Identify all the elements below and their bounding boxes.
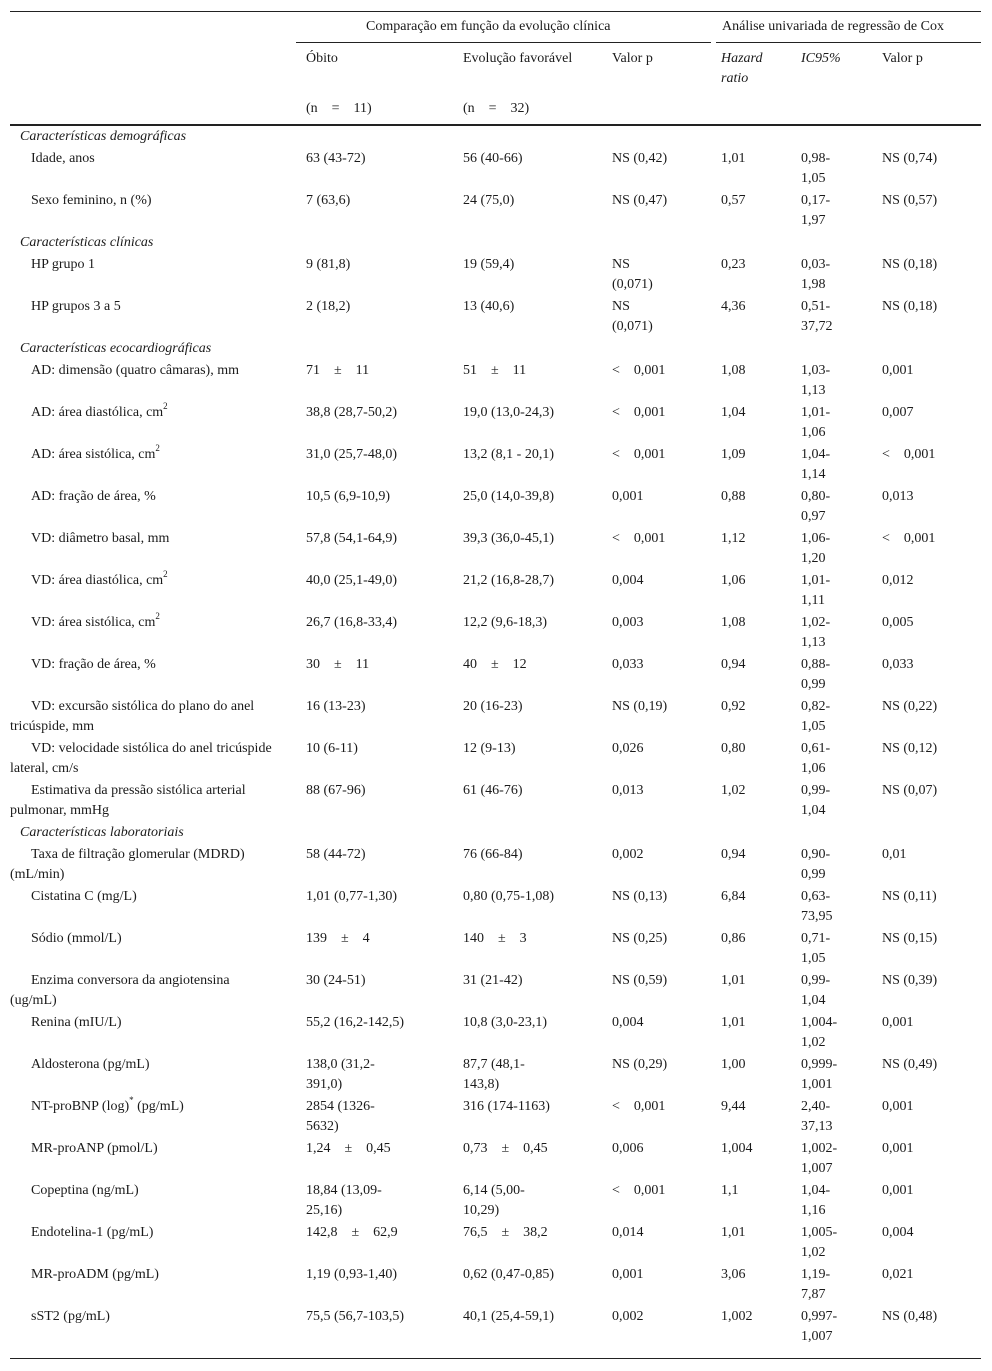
cell-p-cox: < 0,001 <box>882 531 936 546</box>
cell-ic95: 0,71- 1,05 <box>801 931 831 966</box>
cell-favoravel: 51 ± 11 <box>463 363 527 378</box>
cell-obito: 2854 (1326- 5632) <box>306 1099 375 1134</box>
section-title: Características demográficas <box>20 129 187 144</box>
cell-favoravel: 76 (66-84) <box>463 847 523 862</box>
cell-obito: 1,19 (0,93-1,40) <box>306 1267 397 1282</box>
cell-obito: 9 (81,8) <box>306 257 351 272</box>
cell-hazard-ratio: 0,92 <box>721 699 746 714</box>
superscript: * <box>129 1095 134 1106</box>
cell-p-cox: 0,01 <box>882 847 907 862</box>
cell-ic95: 0,51- 37,72 <box>801 299 833 334</box>
cell-ic95: 0,82- 1,05 <box>801 699 831 734</box>
cell-favoravel: 12,2 (9,6-18,3) <box>463 615 547 630</box>
cell-hazard-ratio: 1,06 <box>721 573 746 588</box>
cell-favoravel: 0,73 ± 0,45 <box>463 1141 548 1156</box>
row-label: MR-proANP (pmol/L) <box>31 1141 158 1156</box>
cell-ic95: 0,88- 0,99 <box>801 657 831 692</box>
row-label: Estimativa da pressão sistólica arterial pulmonar, mmHg <box>10 783 246 818</box>
cell-hazard-ratio: 1,02 <box>721 783 746 798</box>
cell-hazard-ratio: 9,44 <box>721 1099 746 1114</box>
row-label: MR-proADM (pg/mL) <box>31 1267 159 1282</box>
section-title: Características clínicas <box>20 235 154 250</box>
cell-hazard-ratio: 1,12 <box>721 531 746 546</box>
cell-p-cox: NS (0,57) <box>882 193 938 208</box>
cell-hazard-ratio: 1,01 <box>721 151 746 166</box>
cell-obito: 30 ± 11 <box>306 657 370 672</box>
cell-ic95: 0,03- 1,98 <box>801 257 831 292</box>
cell-obito: 30 (24-51) <box>306 973 366 988</box>
cell-p: 0,001 <box>612 489 644 504</box>
cell-p: 0,026 <box>612 741 644 756</box>
row-label: sST2 (pg/mL) <box>31 1309 110 1324</box>
cell-favoravel: 20 (16-23) <box>463 699 523 714</box>
cell-hazard-ratio: 1,08 <box>721 615 746 630</box>
cell-ic95: 0,99- 1,04 <box>801 973 831 1008</box>
cell-ic95: 0,61- 1,06 <box>801 741 831 776</box>
cell-favoravel: 12 (9-13) <box>463 741 516 756</box>
row-label: Cistatina C (mg/L) <box>31 889 137 904</box>
cell-hazard-ratio: 1,004 <box>721 1141 753 1156</box>
cell-ic95: 1,04- 1,16 <box>801 1183 831 1218</box>
cell-p: 0,004 <box>612 573 644 588</box>
cell-obito: 139 ± 4 <box>306 931 370 946</box>
cell-p-cox: NS (0,15) <box>882 931 938 946</box>
cell-obito: 16 (13-23) <box>306 699 366 714</box>
cell-p: < 0,001 <box>612 405 666 420</box>
cell-hazard-ratio: 0,94 <box>721 657 746 672</box>
col-header-favoravel: Evolução favorável <box>463 51 573 66</box>
cell-p: 0,002 <box>612 847 644 862</box>
row-label: AD: área diastólica, $cm^2$ <box>31 401 168 420</box>
cell-p-cox: NS (0,12) <box>882 741 938 756</box>
cell-ic95: 1,01- 1,11 <box>801 573 831 608</box>
cell-favoravel: 0,62 (0,47-0,85) <box>463 1267 554 1282</box>
cell-p: < 0,001 <box>612 1183 666 1198</box>
cell-obito: 40,0 (25,1-49,0) <box>306 573 397 588</box>
cell-favoravel: 316 (174-1163) <box>463 1099 550 1114</box>
cell-p-cox: 0,001 <box>882 1015 914 1030</box>
cell-obito: 18,84 (13,09- 25,16) <box>306 1183 382 1218</box>
row-label: AD: dimensão (quatro câmaras), mm <box>31 363 239 378</box>
cell-obito: 71 ± 11 <box>306 363 370 378</box>
cell-hazard-ratio: 6,84 <box>721 889 746 904</box>
cell-p-cox: NS (0,22) <box>882 699 938 714</box>
cell-favoravel: 61 (46-76) <box>463 783 523 798</box>
cell-p: < 0,001 <box>612 363 666 378</box>
row-label: Sexo feminino, n (%) <box>31 193 152 208</box>
row-label: AD: fração de área, % <box>31 489 156 504</box>
cell-p-cox: NS (0,18) <box>882 257 938 272</box>
cell-favoravel: 56 (40-66) <box>463 151 523 166</box>
cell-hazard-ratio: 4,36 <box>721 299 746 314</box>
col-header-ic95: IC95% <box>801 51 841 66</box>
row-label: VD: área diastólica, $cm^2$ <box>31 569 168 588</box>
cell-ic95: 1,04- 1,14 <box>801 447 831 482</box>
cell-hazard-ratio: 0,88 <box>721 489 746 504</box>
cell-ic95: 0,98- 1,05 <box>801 151 831 186</box>
cell-ic95: 0,17- 1,97 <box>801 193 831 228</box>
cell-p: 0,004 <box>612 1015 644 1030</box>
row-label: HP grupos 3 a 5 <box>31 299 121 314</box>
group-rule-cox <box>716 42 981 43</box>
cell-p: NS (0,19) <box>612 699 668 714</box>
cell-hazard-ratio: 1,00 <box>721 1057 746 1072</box>
cell-p-cox: NS (0,11) <box>882 889 937 904</box>
cell-ic95: 1,005- 1,02 <box>801 1225 838 1260</box>
cell-hazard-ratio: 0,86 <box>721 931 746 946</box>
row-label: VD: excursão sistólica do plano do anel tricúspide, mm <box>10 699 255 734</box>
cell-p-cox: 0,001 <box>882 1141 914 1156</box>
n-favoravel: (n = 32) <box>463 101 530 116</box>
superscript: 2 <box>163 569 168 580</box>
cell-obito: 31,0 (25,7-48,0) <box>306 447 397 462</box>
group-rule-comparison <box>296 42 711 43</box>
row-label: VD: diâmetro basal, mm <box>31 531 170 546</box>
cell-hazard-ratio: 1,002 <box>721 1309 753 1324</box>
table-bottom-rule <box>10 1358 981 1359</box>
cell-obito: 138,0 (31,2- 391,0) <box>306 1057 375 1092</box>
cell-p-cox: NS (0,49) <box>882 1057 938 1072</box>
cell-obito: 26,7 (16,8-33,4) <box>306 615 397 630</box>
cell-p: < 0,001 <box>612 531 666 546</box>
cell-favoravel: 6,14 (5,00- 10,29) <box>463 1183 525 1218</box>
cell-p: NS (0,25) <box>612 931 668 946</box>
row-label: Renina (mIU/L) <box>31 1015 122 1030</box>
n-obito: (n = 11) <box>306 101 372 116</box>
cell-hazard-ratio: 0,94 <box>721 847 746 862</box>
cell-p: NS (0,13) <box>612 889 668 904</box>
table-top-rule <box>10 11 981 12</box>
cell-obito: 142,8 ± 62,9 <box>306 1225 398 1240</box>
cell-hazard-ratio: 1,04 <box>721 405 746 420</box>
row-label: Idade, anos <box>31 151 95 166</box>
cell-favoravel: 19 (59,4) <box>463 257 515 272</box>
cell-p-cox: 0,001 <box>882 1099 914 1114</box>
row-label: Enzima conversora da angiotensina (ug/mL) <box>10 973 230 1008</box>
cell-favoravel: 25,0 (14,0-39,8) <box>463 489 554 504</box>
cell-p-cox: NS (0,07) <box>882 783 938 798</box>
cell-p-cox: 0,013 <box>882 489 914 504</box>
cell-p: NS (0,29) <box>612 1057 668 1072</box>
cell-p: 0,033 <box>612 657 644 672</box>
cell-favoravel: 87,7 (48,1- 143,8) <box>463 1057 525 1092</box>
cell-favoravel: 19,0 (13,0-24,3) <box>463 405 554 420</box>
cell-ic95: 0,80- 0,97 <box>801 489 831 524</box>
cell-obito: 10,5 (6,9-10,9) <box>306 489 390 504</box>
col-header-p: Valor p <box>612 51 653 66</box>
cell-favoravel: 0,80 (0,75-1,08) <box>463 889 554 904</box>
cell-obito: 57,8 (54,1-64,9) <box>306 531 397 546</box>
cell-p-cox: NS (0,39) <box>882 973 938 988</box>
cell-p-cox: 0,007 <box>882 405 914 420</box>
cell-ic95: 0,99- 1,04 <box>801 783 831 818</box>
cell-ic95: 0,63- 73,95 <box>801 889 833 924</box>
cell-ic95: 0,90- 0,99 <box>801 847 831 882</box>
cell-ic95: 2,40- 37,13 <box>801 1099 833 1134</box>
header-bottom-rule <box>10 124 981 126</box>
cell-p-cox: 0,004 <box>882 1225 914 1240</box>
cell-favoravel: 24 (75,0) <box>463 193 515 208</box>
cell-p: NS (0,59) <box>612 973 668 988</box>
cell-obito: 7 (63,6) <box>306 193 351 208</box>
section-title: Características laboratoriais <box>20 825 184 840</box>
cell-p: 0,001 <box>612 1267 644 1282</box>
cell-favoravel: 140 ± 3 <box>463 931 527 946</box>
cell-p-cox: 0,001 <box>882 363 914 378</box>
cell-obito: 63 (43-72) <box>306 151 366 166</box>
cell-obito: 1,01 (0,77-1,30) <box>306 889 397 904</box>
group-header-comparison: Comparação em função da evolução clínica <box>366 19 611 34</box>
row-label: Taxa de filtração glomerular (MDRD)(mL/min) <box>10 847 245 882</box>
cell-p: < 0,001 <box>612 1099 666 1114</box>
cell-p-cox: 0,021 <box>882 1267 914 1282</box>
cell-favoravel: 40,1 (25,4-59,1) <box>463 1309 554 1324</box>
superscript: 2 <box>155 443 160 454</box>
cell-ic95: 1,03- 1,13 <box>801 363 831 398</box>
cell-ic95: 0,997- 1,007 <box>801 1309 838 1344</box>
cell-obito: 58 (44-72) <box>306 847 366 862</box>
results-table <box>10 0 981 1371</box>
cell-ic95: 1,19- 7,87 <box>801 1267 831 1302</box>
row-label: Sódio (mmol/L) <box>31 931 122 946</box>
cell-p-cox: < 0,001 <box>882 447 936 462</box>
cell-hazard-ratio: 0,57 <box>721 193 746 208</box>
cell-p: 0,013 <box>612 783 644 798</box>
row-label: HP grupo 1 <box>31 257 96 272</box>
superscript: 2 <box>163 401 168 412</box>
cell-p: 0,002 <box>612 1309 644 1324</box>
cell-p: NS (0,071) <box>612 257 653 292</box>
cell-p-cox: 0,012 <box>882 573 914 588</box>
cell-p: NS (0,42) <box>612 151 668 166</box>
cell-p: 0,014 <box>612 1225 644 1240</box>
cell-obito: 2 (18,2) <box>306 299 351 314</box>
row-label: VD: fração de área, % <box>31 657 156 672</box>
row-label: VD: área sistólica, $cm^2$ <box>31 611 160 630</box>
cell-p-cox: 0,005 <box>882 615 914 630</box>
cell-favoravel: 13,2 (8,1 - 20,1) <box>463 447 554 462</box>
cell-p-cox: NS (0,18) <box>882 299 938 314</box>
cell-hazard-ratio: 3,06 <box>721 1267 746 1282</box>
cell-hazard-ratio: 1,1 <box>721 1183 739 1198</box>
cell-ic95: 1,01- 1,06 <box>801 405 831 440</box>
col-header-p-cox: Valor p <box>882 51 923 66</box>
cell-ic95: 0,999- 1,001 <box>801 1057 838 1092</box>
cell-hazard-ratio: 1,09 <box>721 447 746 462</box>
cell-p-cox: 0,001 <box>882 1183 914 1198</box>
cell-p-cox: NS (0,74) <box>882 151 938 166</box>
row-label: Endotelina-1 (pg/mL) <box>31 1225 154 1240</box>
section-title: Características ecocardiográficas <box>20 341 212 356</box>
cell-hazard-ratio: 0,80 <box>721 741 746 756</box>
cell-hazard-ratio: 1,01 <box>721 1015 746 1030</box>
row-label: VD: velocidade sistólica do anel tricúspide lateral, cm/s <box>10 741 272 776</box>
superscript: 2 <box>155 611 160 622</box>
cell-p: < 0,001 <box>612 447 666 462</box>
cell-hazard-ratio: 1,01 <box>721 1225 746 1240</box>
cell-favoravel: 31 (21-42) <box>463 973 523 988</box>
row-label: NT-proBNP (log)* (pg/mL) <box>31 1095 184 1114</box>
row-label: Copeptina (ng/mL) <box>31 1183 139 1198</box>
cell-hazard-ratio: 1,08 <box>721 363 746 378</box>
cell-ic95: 1,002- 1,007 <box>801 1141 838 1176</box>
cell-favoravel: 13 (40,6) <box>463 299 515 314</box>
cell-hazard-ratio: 0,23 <box>721 257 746 272</box>
row-label: Aldosterona (pg/mL) <box>31 1057 150 1072</box>
col-header-obito: Óbito <box>306 51 338 66</box>
cell-p: NS (0,47) <box>612 193 668 208</box>
cell-ic95: 1,004- 1,02 <box>801 1015 838 1050</box>
row-label: AD: área sistólica, $cm^2$ <box>31 443 160 462</box>
cell-p: NS (0,071) <box>612 299 653 334</box>
cell-favoravel: 21,2 (16,8-28,7) <box>463 573 554 588</box>
cell-ic95: 1,02- 1,13 <box>801 615 831 650</box>
cell-obito: 10 (6-11) <box>306 741 358 756</box>
cell-p-cox: NS (0,48) <box>882 1309 938 1324</box>
cell-p: 0,006 <box>612 1141 644 1156</box>
cell-p-cox: 0,033 <box>882 657 914 672</box>
cell-p: 0,003 <box>612 615 644 630</box>
cell-obito: 55,2 (16,2-142,5) <box>306 1015 404 1030</box>
col-header-hazard-ratio: Hazard ratio <box>721 51 766 86</box>
cell-obito: 38,8 (28,7-50,2) <box>306 405 397 420</box>
cell-favoravel: 39,3 (36,0-45,1) <box>463 531 554 546</box>
cell-favoravel: 76,5 ± 38,2 <box>463 1225 548 1240</box>
cell-obito: 75,5 (56,7-103,5) <box>306 1309 404 1324</box>
group-header-cox: Análise univariada de regressão de Cox <box>722 19 944 34</box>
cell-ic95: 1,06- 1,20 <box>801 531 831 566</box>
cell-obito: 88 (67-96) <box>306 783 366 798</box>
cell-favoravel: 40 ± 12 <box>463 657 527 672</box>
cell-favoravel: 10,8 (3,0-23,1) <box>463 1015 547 1030</box>
cell-hazard-ratio: 1,01 <box>721 973 746 988</box>
cell-obito: 1,24 ± 0,45 <box>306 1141 391 1156</box>
